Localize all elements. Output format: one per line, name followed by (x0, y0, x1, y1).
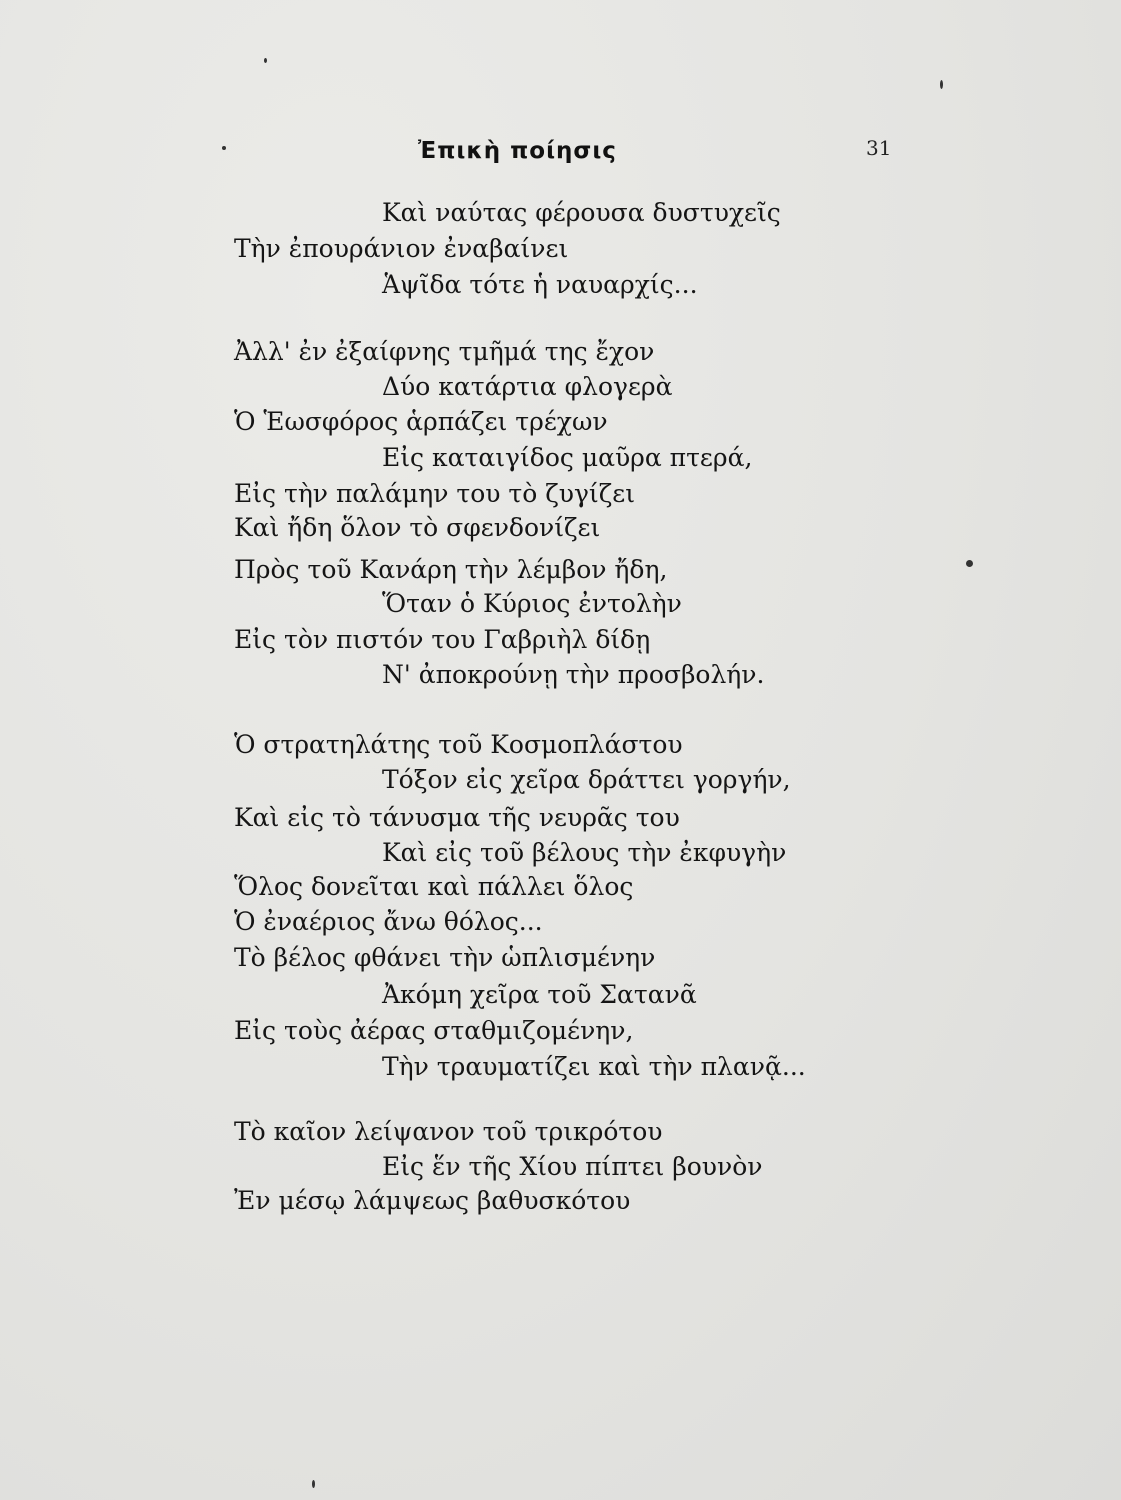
dust-speck (312, 1480, 315, 1488)
verse-line: Δύο κατάρτια φλογερὰ (382, 372, 673, 401)
verse-line: Εἰς καταιγίδος μαῦρα πτερά, (382, 443, 753, 472)
running-head (0, 132, 1121, 172)
verse-line: Τὴν ἐπουράνιον ἐναβαίνει (234, 234, 569, 263)
verse-line: Τὴν τραυματίζει καὶ τὴν πλανᾷ... (382, 1052, 806, 1081)
verse-line: Καὶ εἰς τὸ τάνυσμα τῆς νευρᾶς του (234, 803, 680, 832)
verse-line: Ἐν μέσῳ λάμψεως βαθυσκότου (234, 1186, 631, 1215)
verse-line: Ὁ Ἑωσφόρος ἁρπάζει τρέχων (234, 407, 608, 436)
verse-line: Καὶ ναύτας φέρουσα δυστυχεῖς (382, 198, 781, 227)
verse-line: Καὶ ἤδη ὅλον τὸ σφενδονίζει (234, 513, 601, 542)
verse-line: Ὅλος δονεῖται καὶ πάλλει ὅλος (234, 872, 634, 901)
verse-line: Πρὸς τοῦ Κανάρη τὴν λέμβον ἤδη, (234, 555, 668, 584)
verse-line: Τὸ καῖον λείψανον τοῦ τρικρότου (234, 1117, 663, 1146)
dust-speck (940, 80, 943, 89)
verse-line: Καὶ εἰς τοῦ βέλους τὴν ἐκφυγὴν (382, 838, 787, 867)
verse-line: Εἰς τοὺς ἀέρας σταθμιζομένην, (234, 1016, 634, 1045)
verse-line: Εἰς τὸν πιστόν του Γαβριὴλ δίδῃ (234, 625, 651, 654)
verse-line: Τὸ βέλος φθάνει τὴν ὡπλισμένην (234, 943, 656, 972)
verse-line: Ὁ ἐναέριος ἄνω θόλος... (234, 907, 543, 936)
dust-speck (966, 560, 973, 567)
running-head-title: Ἐπικὴ ποίησις (418, 138, 617, 164)
verse-line: Εἰς τὴν παλάμην του τὸ ζυγίζει (234, 479, 636, 508)
dust-speck (222, 146, 226, 150)
page-number: 31 (866, 136, 892, 160)
verse-line: Ὁ στρατηλάτης τοῦ Κοσμοπλάστου (234, 730, 683, 759)
verse-line: Ὅταν ὁ Κύριος ἐντολὴν (382, 589, 682, 618)
verse-line: Ἀλλ' ἐν ἐξαίφνης τμῆμά της ἔχον (234, 337, 655, 366)
verse-line: Εἰς ἕν τῆς Χίου πίπτει βουνὸν (382, 1152, 763, 1181)
verse-line: Ἀκόμη χεῖρα τοῦ Σατανᾶ (382, 980, 697, 1009)
verse-line: Ἁψῖδα τότε ἡ ναυαρχίς... (382, 270, 698, 299)
dust-speck (264, 58, 267, 63)
verse-line: Τόξον εἰς χεῖρα δράττει γοργήν, (382, 765, 791, 794)
verse-line: Ν' ἀποκρούνῃ τὴν προσβολήν. (382, 660, 765, 689)
